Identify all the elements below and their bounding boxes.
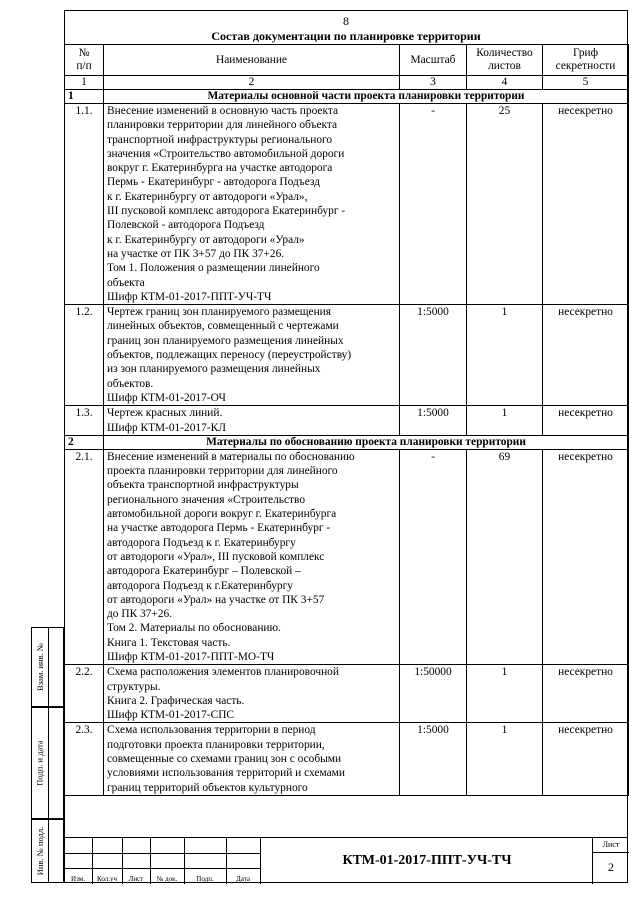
row-scale: - xyxy=(400,104,467,305)
row-name-line: от автодороги «Урал» на участке от ПК 3+57 xyxy=(107,593,325,606)
row-name-line: границ территорий объектов культурного xyxy=(107,781,308,794)
row-name-line: подготовки проекта планировки территории, xyxy=(107,738,325,751)
sheet-label: Лист xyxy=(602,840,620,849)
row-number: 1.2. xyxy=(65,305,104,406)
row-name-line: Шифр КТМ-01-2017-ОЧ xyxy=(107,391,226,404)
documentation-table xyxy=(64,44,629,796)
row-sheets: 1 xyxy=(467,406,543,436)
row-name xyxy=(104,104,400,305)
stamp-col-label: Изм. xyxy=(71,875,85,883)
row-name-line: совмещенные со схемами границ зон с особыми xyxy=(107,753,342,766)
row-secrecy: несекретно xyxy=(543,723,629,795)
row-name-line: значения «Строительство автомобильной дороги xyxy=(107,147,345,160)
section-row xyxy=(65,435,629,449)
row-name-line: объектов, подлежащих переносу (переустройству) xyxy=(107,349,352,362)
row-name-line: регионального значения «Строительство xyxy=(107,493,306,506)
row-name-line: автодорога Екатеринбург – Полевской – xyxy=(107,565,301,578)
stamp-col-label: Дата xyxy=(236,875,250,883)
row-name-line: Том 2. Материалы по обоснованию. xyxy=(107,622,281,635)
row-name-line: Шифр КТМ-01-2017-ППТ-УЧ-ТЧ xyxy=(107,290,272,303)
revision-grid xyxy=(64,838,260,884)
table-row xyxy=(65,104,629,305)
row-scale: 1:5000 xyxy=(400,723,467,795)
row-name-line: от автодороги «Урал», III пусковой комплекс xyxy=(107,550,325,563)
document-title: Состав документации по планировке территории xyxy=(211,29,481,43)
row-sheets: 1 xyxy=(467,665,543,723)
row-name-line: условиями использования территорий и схемами xyxy=(107,767,345,780)
page-number: 8 xyxy=(343,14,349,28)
col-number: 5 xyxy=(543,76,629,90)
row-name-line: границ зон планируемого размещения линейных xyxy=(107,334,344,347)
col-number: 3 xyxy=(400,76,467,90)
header-scale: Масштаб xyxy=(400,45,467,76)
table-header-row xyxy=(65,45,629,76)
col-number: 2 xyxy=(104,76,400,90)
row-name-line: Схема использования территории в период xyxy=(107,724,316,737)
row-scale: 1:5000 xyxy=(400,305,467,406)
row-name xyxy=(104,305,400,406)
row-name-line: автодорога Подъезд к г.Екатеринбургу xyxy=(107,579,293,592)
row-sheets: 1 xyxy=(467,723,543,795)
row-secrecy: несекретно xyxy=(543,305,629,406)
row-scale: - xyxy=(400,449,467,664)
stamp-col-label: Кол.уч xyxy=(97,875,117,883)
row-sheets: 25 xyxy=(467,104,543,305)
section-number: 2 xyxy=(65,435,104,449)
document-code: КТМ-01-2017-ППТ-УЧ-ТЧ xyxy=(260,838,593,884)
row-name xyxy=(104,723,400,795)
header-secrecy: Гриф секретности xyxy=(543,45,629,76)
stamp-col-label: Лист xyxy=(128,875,144,883)
side-stamp-original xyxy=(31,819,64,883)
col-number: 1 xyxy=(65,76,104,90)
header-name: Наименование xyxy=(104,45,400,76)
row-name-line: Внесение изменений в материалы по обоснованию xyxy=(107,450,355,463)
row-name-line: III пусковой комплекс автодорога Екатеринбург - xyxy=(107,205,346,218)
row-name-line: Книга 2. Графическая часть. xyxy=(107,694,245,707)
row-name xyxy=(104,449,400,664)
section-title: Материалы основной части проекта планировки территории xyxy=(104,90,629,104)
section-number: 1 xyxy=(65,90,104,104)
row-secrecy: несекретно xyxy=(543,449,629,664)
table-row xyxy=(65,449,629,664)
sheet-box xyxy=(592,838,629,884)
stamp-col-label: № док. xyxy=(156,875,178,883)
row-name-line: Полевской - автодорога Подъезд xyxy=(107,219,265,232)
row-name-line: к г. Екатеринбургу от автодороги «Урал» xyxy=(107,233,305,246)
column-numbers-row xyxy=(65,76,629,90)
row-name-line: Пермь - Екатеринбург - автодорога Подъезд xyxy=(107,176,320,189)
section-row xyxy=(65,90,629,104)
row-name-line: Чертеж границ зон планируемого размещения xyxy=(107,306,332,319)
col-number: 4 xyxy=(467,76,543,90)
row-secrecy: несекретно xyxy=(543,665,629,723)
row-name-line: на участке автодорога Пермь - Екатеринбург - xyxy=(107,522,331,535)
row-number: 2.2. xyxy=(65,665,104,723)
row-name-line: линейных объектов, совмещенный с чертежами xyxy=(107,320,339,333)
row-secrecy: несекретно xyxy=(543,104,629,305)
row-scale: 1:5000 xyxy=(400,406,467,436)
row-number: 1.1. xyxy=(65,104,104,305)
side-label-sign-date: Подп. и дата xyxy=(35,740,46,786)
header-num: № п/п xyxy=(65,45,104,76)
row-name-line: вокруг г. Екатеринбурга на участке автодорога xyxy=(107,162,333,175)
row-name-line: структуры. xyxy=(107,680,161,693)
row-name-line: автодорога Подъезд к г. Екатеринбургу xyxy=(107,536,296,549)
row-sheets: 69 xyxy=(467,449,543,664)
row-number: 2.3. xyxy=(65,723,104,795)
row-name-line: планировки территории для линейного объекта xyxy=(107,119,338,132)
row-name xyxy=(104,665,400,723)
table-row xyxy=(65,406,629,436)
title-block xyxy=(64,837,628,884)
row-name-line: объекта транспортной инфраструктуры xyxy=(107,479,299,492)
row-secrecy: несекретно xyxy=(543,406,629,436)
row-name-line: Книга 1. Текстовая часть. xyxy=(107,636,231,649)
row-name-line: к г. Екатеринбургу от автодороги «Урал», xyxy=(107,190,308,203)
table-row xyxy=(65,665,629,723)
side-label-replace-inv: Взам. инв. № xyxy=(35,643,45,691)
table-row xyxy=(65,723,629,795)
row-name-line: транспортной инфраструктуры регионального xyxy=(107,133,333,146)
row-name-line: проекта планировки территории для линейного xyxy=(107,465,338,478)
row-name-line: Шифр КТМ-01-2017-КЛ xyxy=(107,421,226,434)
sheet-number: 2 xyxy=(608,860,614,874)
row-name xyxy=(104,406,400,436)
row-scale: 1:50000 xyxy=(400,665,467,723)
row-name-line: объекта xyxy=(107,276,145,289)
side-stamp-sign xyxy=(31,707,64,819)
stamp-col-label: Подп. xyxy=(196,875,214,883)
row-name-line: Том 1. Положения о размещении линейного xyxy=(107,262,320,275)
row-name-line: автомобильной дороги вокруг г. Екатеринбурга xyxy=(107,508,337,521)
section-title: Материалы по обоснованию проекта планировки территории xyxy=(104,435,629,449)
row-name-line: Шифр КТМ-01-2017-ППТ-МО-ТЧ xyxy=(107,650,275,663)
row-number: 2.1. xyxy=(65,449,104,664)
row-name-line: Схема расположения элементов планировочной xyxy=(107,666,339,679)
row-name-line: на участке от ПК 3+57 до ПК 37+26. xyxy=(107,247,285,260)
table-row xyxy=(65,305,629,406)
side-label-original-inv: Инв. № подл. xyxy=(35,826,45,876)
row-name-line: Шифр КТМ-01-2017-СПС xyxy=(107,709,235,722)
row-name-line: Чертеж красных линий. xyxy=(107,407,223,420)
row-number: 1.3. xyxy=(65,406,104,436)
row-name-line: из зон планируемого размещения линейных xyxy=(107,363,321,376)
side-stamp-replace xyxy=(31,627,64,707)
header-sheets: Количество листов xyxy=(467,45,543,76)
row-name-line: до ПК 37+26. xyxy=(107,608,173,621)
row-sheets: 1 xyxy=(467,305,543,406)
row-name-line: объектов. xyxy=(107,377,154,390)
row-name-line: Внесение изменений в основную часть проекта xyxy=(107,105,339,117)
